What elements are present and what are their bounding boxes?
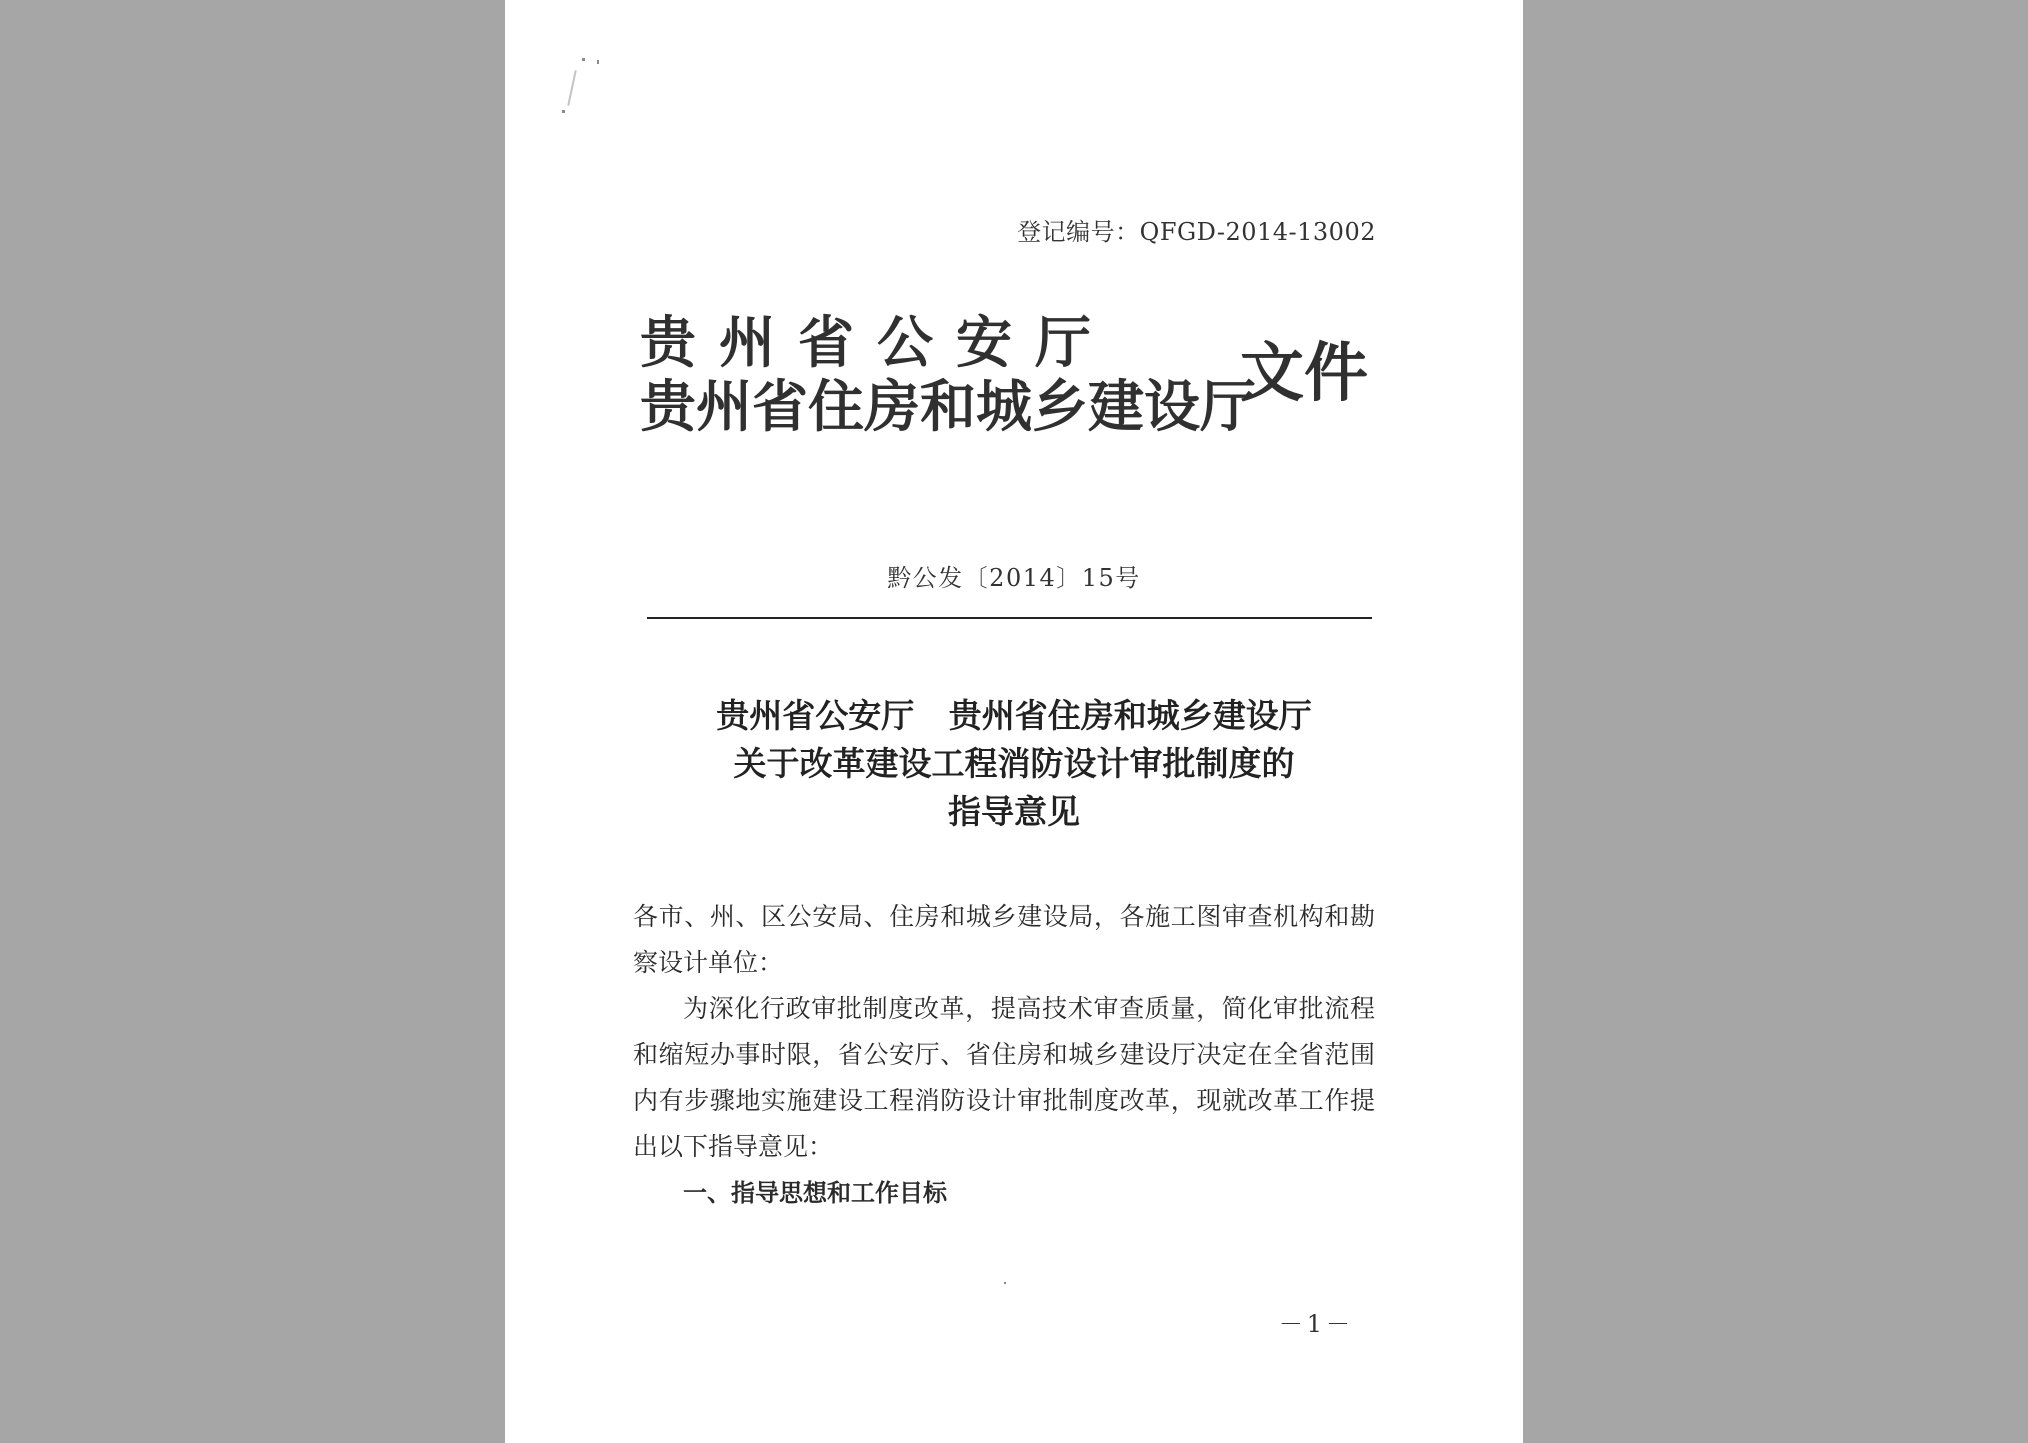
document-page	[505, 0, 1523, 1443]
document-number: 黔公发〔2014〕15号	[887, 564, 1141, 592]
title-line-1: 贵州省公安厅 贵州省住房和城乡建设厅	[716, 696, 1312, 735]
scan-speck	[1004, 1282, 1006, 1284]
title-line-3: 指导意见	[948, 792, 1080, 831]
document-title	[505, 692, 1523, 836]
issuer-header	[640, 310, 1370, 450]
document-type-label: 文件	[1240, 336, 1368, 411]
scan-speck	[582, 58, 585, 61]
header-divider	[647, 617, 1372, 619]
section-heading: 一、指导思想和工作目标	[683, 1179, 947, 1207]
title-line-2: 关于改革建设工程消防设计审批制度的	[733, 744, 1295, 783]
scan-speck	[567, 70, 576, 106]
scan-speck	[597, 60, 599, 64]
issuer-line-housing: 贵州省住房和城乡建设厅	[640, 374, 1256, 440]
page-number: －1－	[1278, 1310, 1354, 1338]
intro-paragraph: 为深化行政审批制度改革，提高技术审查质量，简化审批流程和缩短办事时限，省公安厅、省住房和城乡建设厅决定在全省范围内有步骤地实施建设工程消防设计审批制度改革，现就改革工作提出以下指导意见：	[633, 994, 1375, 1161]
document-body	[633, 894, 1375, 1216]
scan-speck	[562, 110, 565, 113]
addressee-paragraph: 各市、州、区公安局、住房和城乡建设局，各施工图审查机构和勘察设计单位：	[633, 902, 1375, 977]
issuer-line-public-security: 贵州省公安厅	[640, 310, 1114, 376]
registration-number: 登记编号：QFGD-2014-13002	[1017, 218, 1376, 246]
